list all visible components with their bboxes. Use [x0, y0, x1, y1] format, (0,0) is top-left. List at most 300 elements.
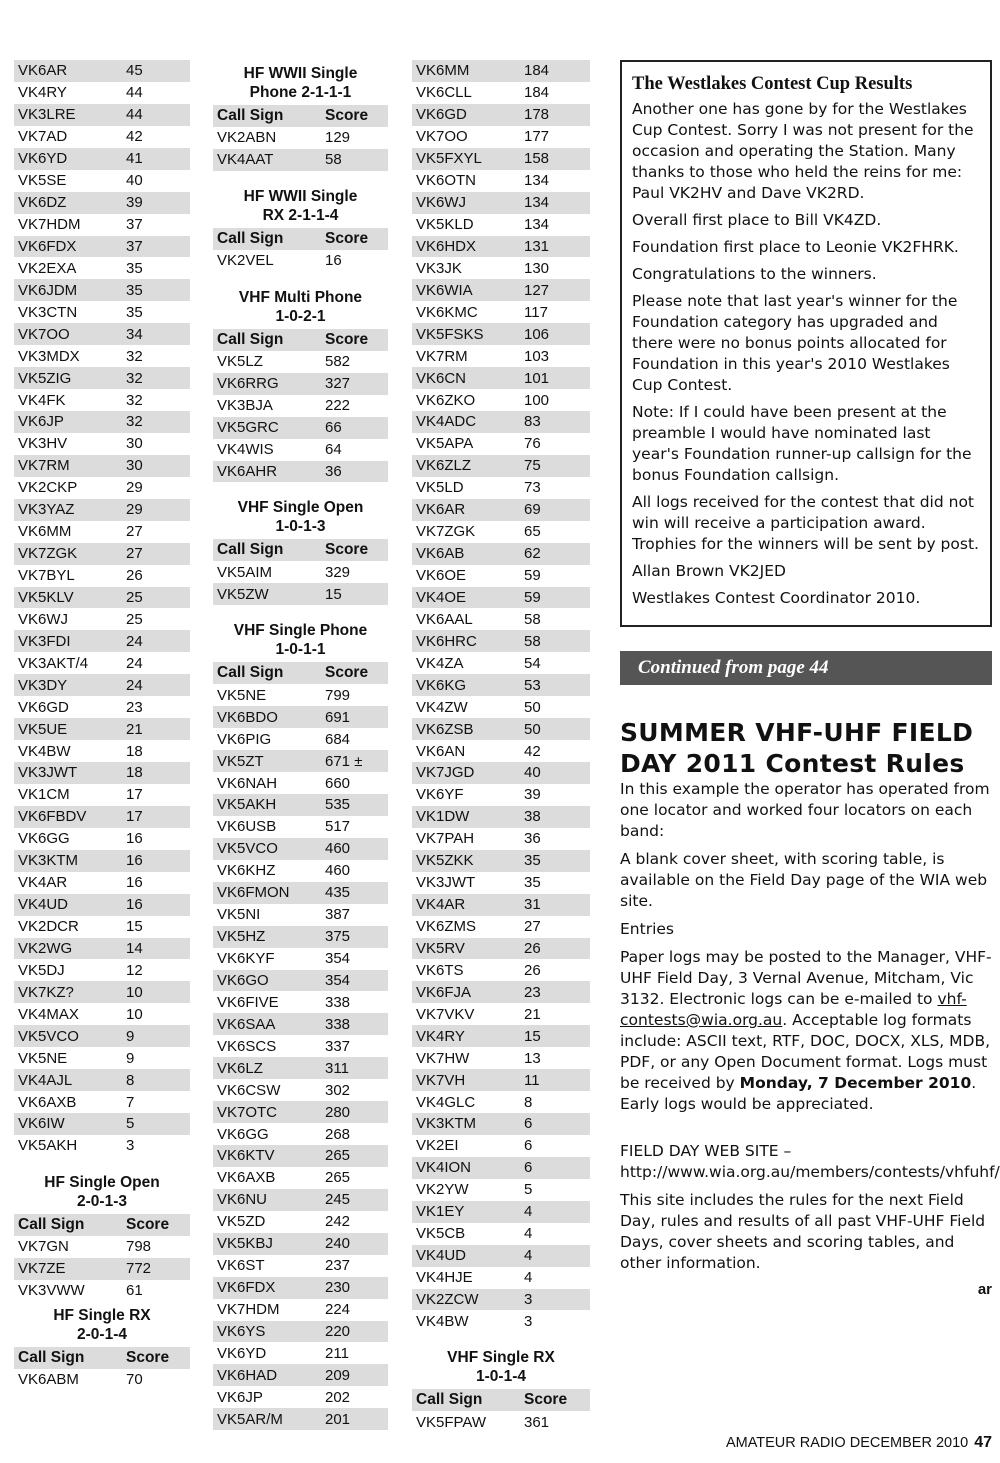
call-sign: VK3CTN — [18, 303, 78, 321]
call-sign: VK6YD — [217, 1344, 267, 1362]
table-row — [412, 170, 590, 192]
score: 50 — [524, 698, 541, 716]
section-hf-wwii-phone — [213, 60, 388, 171]
header-score: Score — [325, 330, 369, 348]
score: 24 — [126, 676, 143, 694]
table-row — [14, 367, 190, 389]
call-sign: VK5KLV — [18, 588, 74, 606]
table-row — [14, 850, 190, 872]
table-row — [412, 301, 590, 323]
score: 16 — [126, 830, 143, 848]
table-row — [213, 1233, 388, 1255]
score: 42 — [126, 128, 143, 146]
table-row — [213, 439, 388, 461]
section-code: 1-0-1-1 — [275, 641, 326, 659]
score: 17 — [126, 786, 143, 804]
section-title-line: HF Single RX — [53, 1306, 151, 1324]
table-row — [412, 499, 590, 521]
score: 21 — [126, 720, 143, 738]
score: 83 — [524, 413, 541, 431]
score: 535 — [325, 796, 351, 814]
score: 70 — [126, 1371, 143, 1389]
table-row — [412, 1310, 590, 1332]
call-sign: VK4RY — [416, 1027, 465, 1045]
call-sign: VK2YW — [416, 1181, 469, 1199]
call-sign: VK5AKH — [18, 1137, 78, 1155]
call-sign: VK6NAH — [217, 774, 278, 792]
email-link[interactable]: vhf-contests@wia.org.au — [620, 990, 967, 1029]
table-row — [14, 1047, 190, 1069]
table-row — [213, 250, 388, 272]
call-sign: VK6JP — [18, 413, 64, 431]
score: 40 — [126, 172, 143, 190]
call-sign: VK7VH — [416, 1071, 466, 1089]
score: 58 — [325, 151, 342, 169]
call-sign: VK2ABN — [217, 129, 277, 147]
call-sign: VK6AXB — [217, 1169, 276, 1187]
table-row — [412, 587, 590, 609]
score: 100 — [524, 391, 550, 409]
table-row — [14, 1236, 190, 1258]
header-score: Score — [325, 229, 369, 247]
call-sign: VK4UD — [18, 896, 69, 914]
call-sign: VK2WG — [18, 939, 73, 957]
score: 61 — [126, 1282, 143, 1300]
score: 202 — [325, 1388, 351, 1406]
table-row — [14, 82, 190, 104]
call-sign: VK6IW — [18, 1115, 65, 1133]
call-sign: VK6AB — [416, 545, 465, 563]
table-row — [213, 991, 388, 1013]
score: 211 — [325, 1344, 349, 1362]
table-row — [213, 1321, 388, 1343]
score: 798 — [126, 1238, 152, 1256]
score: 24 — [126, 654, 143, 672]
score: 44 — [126, 106, 143, 124]
call-sign: VK2EI — [416, 1137, 459, 1155]
section-vhf-single-rx — [412, 1344, 590, 1433]
score: 671 ± — [325, 752, 363, 770]
table-row — [412, 543, 590, 565]
table-row — [14, 170, 190, 192]
score: 59 — [524, 588, 541, 606]
call-sign: VK4HJE — [416, 1269, 473, 1287]
score: 35 — [126, 259, 143, 277]
score: 224 — [325, 1301, 351, 1319]
call-sign: VK7PAH — [416, 830, 475, 848]
table-row — [14, 784, 190, 806]
section-title — [213, 60, 388, 105]
table-row — [213, 904, 388, 926]
table-row — [213, 706, 388, 728]
call-sign: VK4AR — [18, 874, 68, 892]
call-sign: VK6TS — [416, 961, 464, 979]
score: 361 — [524, 1413, 550, 1431]
score: 41 — [126, 150, 143, 168]
score: 435 — [325, 884, 351, 902]
score: 222 — [325, 397, 351, 415]
call-sign: VK6MM — [18, 523, 72, 541]
box-paragraph: Allan Brown VK2JED — [632, 562, 786, 580]
table-row — [213, 1189, 388, 1211]
score: 337 — [325, 1037, 351, 1055]
score: 582 — [325, 353, 351, 371]
call-sign: VK6AAL — [416, 610, 473, 628]
section-title-line: HF WWII Single — [243, 65, 358, 82]
box-paragraph: Please note that last year's winner for the Foundation category has upgraded and there were no bonus points allocated for Foundation in this year's 2010 Westlakes Cup Contest. — [632, 292, 958, 394]
table-row — [14, 740, 190, 762]
score: 26 — [524, 961, 541, 979]
table-header — [213, 539, 388, 561]
score: 5 — [126, 1115, 135, 1133]
score: 24 — [126, 632, 143, 650]
call-sign: VK6ZKO — [416, 391, 476, 409]
table-row — [412, 1069, 590, 1091]
table-row — [14, 696, 190, 718]
call-sign: VK1EY — [416, 1203, 465, 1221]
table-row — [213, 1123, 388, 1145]
score: 129 — [325, 129, 351, 147]
score: 134 — [524, 216, 550, 234]
score: 27 — [126, 523, 143, 541]
table-row — [412, 279, 590, 301]
score: 34 — [126, 325, 143, 343]
call-sign: VK4FK — [18, 391, 66, 409]
score: 799 — [325, 686, 351, 704]
westlakes-results-box — [620, 60, 992, 627]
score: 18 — [126, 742, 143, 760]
header-call-sign: Call Sign — [18, 1348, 85, 1366]
table-row — [14, 279, 190, 301]
call-sign: VK6LZ — [217, 1059, 263, 1077]
table-row — [14, 389, 190, 411]
call-sign: VK6CN — [416, 369, 467, 387]
call-sign: VK6AHR — [217, 462, 278, 480]
score: 3 — [524, 1312, 533, 1330]
score: 329 — [325, 563, 351, 581]
call-sign: VK6MM — [416, 62, 470, 80]
table-row — [14, 104, 190, 126]
call-sign: VK6FMON — [217, 884, 290, 902]
call-sign: VK7HDM — [217, 1301, 280, 1319]
call-sign: VK4ION — [416, 1159, 472, 1177]
section-code: 2-0-1-3 — [77, 1192, 127, 1210]
call-sign: VK7AD — [18, 128, 68, 146]
table-row — [14, 1003, 190, 1025]
call-sign: VK2ZCW — [416, 1290, 479, 1308]
call-sign: VK6OE — [416, 567, 467, 585]
call-sign: VK3JWT — [18, 764, 78, 782]
section-title — [213, 617, 388, 662]
table-row — [412, 521, 590, 543]
section-vhf-multi-phone — [213, 284, 388, 483]
score: 17 — [126, 808, 143, 826]
table-row — [213, 684, 388, 706]
footer-text: AMATEUR RADIO DECEMBER 2010 — [725, 1435, 969, 1451]
call-sign: VK6ABM — [18, 1371, 79, 1389]
paragraph-entries-heading: Entries — [620, 920, 674, 938]
table-row — [14, 323, 190, 345]
table-header — [213, 329, 388, 351]
call-sign: VK5LD — [416, 479, 464, 497]
call-sign: VK5VCO — [217, 840, 278, 858]
table-row — [213, 395, 388, 417]
call-sign: VK6CSW — [217, 1081, 281, 1099]
table-row — [14, 455, 190, 477]
table-row — [14, 257, 190, 279]
table-row — [14, 433, 190, 455]
score: 45 — [126, 62, 143, 80]
score: 15 — [126, 918, 143, 936]
score: 338 — [325, 1015, 351, 1033]
table-row — [213, 1145, 388, 1167]
score: 177 — [524, 128, 550, 146]
table-row — [412, 784, 590, 806]
call-sign: VK6WJ — [18, 610, 69, 628]
section-code: 1-0-1-4 — [476, 1368, 526, 1386]
table-row — [14, 872, 190, 894]
header-call-sign: Call Sign — [217, 541, 284, 559]
table-row — [213, 1057, 388, 1079]
table-row — [213, 750, 388, 772]
call-sign: VK6KHZ — [217, 862, 276, 880]
table-row — [14, 828, 190, 850]
section-vhf-single-open — [213, 494, 388, 605]
score: 327 — [325, 375, 351, 393]
score: 18 — [126, 764, 143, 782]
table-row — [14, 1113, 190, 1135]
table-header — [213, 228, 388, 250]
call-sign: VK6GD — [416, 106, 467, 124]
score: 69 — [524, 501, 541, 519]
score: 117 — [524, 303, 548, 321]
table-row — [412, 872, 590, 894]
table-row — [14, 1135, 190, 1157]
score: 66 — [325, 419, 342, 437]
table-row — [412, 104, 590, 126]
call-sign: VK5NE — [217, 686, 267, 704]
score: 10 — [126, 983, 143, 1001]
table-row — [14, 1091, 190, 1113]
score: 517 — [325, 818, 351, 836]
table-row — [412, 608, 590, 630]
score: 44 — [126, 84, 143, 102]
score: 37 — [126, 216, 143, 234]
score: 15 — [524, 1027, 541, 1045]
score: 16 — [126, 852, 143, 870]
score: 39 — [126, 194, 143, 212]
column-1 — [14, 60, 190, 1391]
score: 4 — [524, 1203, 533, 1221]
score: 354 — [325, 950, 351, 968]
table-row — [412, 1245, 590, 1267]
table-row — [213, 970, 388, 992]
table-row — [213, 1211, 388, 1233]
score: 29 — [126, 479, 143, 497]
table-header — [213, 105, 388, 127]
score: 101 — [524, 369, 550, 387]
table-row — [14, 674, 190, 696]
call-sign: VK5ZIG — [18, 369, 72, 387]
table-row — [412, 1411, 590, 1433]
score: 311 — [325, 1059, 349, 1077]
call-sign: VK6AR — [416, 501, 466, 519]
call-sign: VK6HDX — [416, 237, 477, 255]
score: 16 — [126, 896, 143, 914]
section-hf-wwii-rx — [213, 183, 388, 272]
table-row — [213, 461, 388, 483]
score: 103 — [524, 347, 550, 365]
header-score: Score — [126, 1215, 170, 1233]
table-row — [412, 345, 590, 367]
call-sign: VK4ZA — [416, 654, 464, 672]
score: 25 — [126, 588, 143, 606]
score: 26 — [126, 567, 143, 585]
header-score: Score — [325, 541, 369, 559]
box-paragraph: Another one has gone by for the Westlakes Cup Contest. Sorry I was not present for the occasion and operating the Station. Many thanks to those who held the reins for me: Paul VK2HV and Dave VK2RD. — [632, 100, 974, 202]
box-paragraph: Overall first place to Bill VK4ZD. — [632, 211, 882, 229]
call-sign: VK6YS — [217, 1322, 266, 1340]
call-sign: VK5ZW — [217, 585, 269, 603]
call-sign: VK7ZGK — [416, 523, 476, 541]
table-row — [14, 345, 190, 367]
header-call-sign: Call Sign — [217, 664, 284, 682]
score: 23 — [126, 698, 143, 716]
section-code: 2-0-1-4 — [77, 1325, 127, 1343]
score: 387 — [325, 906, 351, 924]
call-sign: VK3JK — [416, 259, 462, 277]
call-sign: VK6RRG — [217, 375, 279, 393]
call-sign: VK6GD — [18, 698, 69, 716]
call-sign: VK6AXB — [18, 1093, 77, 1111]
call-sign: VK6FDX — [217, 1279, 276, 1297]
call-sign: VK4AAT — [217, 151, 274, 169]
table-row — [412, 433, 590, 455]
table-row — [412, 257, 590, 279]
call-sign: VK7RM — [416, 347, 468, 365]
table-row — [213, 948, 388, 970]
call-sign: VK5AR/M — [217, 1410, 283, 1428]
call-sign: VK6GG — [18, 830, 70, 848]
call-sign: VK6ZSB — [416, 720, 474, 738]
call-sign: VK5FSKS — [416, 325, 484, 343]
call-sign: VK5FPAW — [416, 1413, 487, 1431]
continued-banner: Continued from page 44 — [620, 651, 992, 685]
score: 3 — [126, 1137, 135, 1155]
call-sign: VK6GG — [217, 1125, 269, 1143]
score: 460 — [325, 840, 351, 858]
paragraph-example: In this example the operator has operated from one locator and worked four locators on each band: — [620, 780, 990, 840]
table-row — [14, 587, 190, 609]
table-row — [213, 1342, 388, 1364]
table-row — [14, 762, 190, 784]
table-row — [14, 718, 190, 740]
score: 42 — [524, 742, 541, 760]
table-row — [213, 127, 388, 149]
call-sign: VK6WIA — [416, 281, 473, 299]
table-row — [412, 1267, 590, 1289]
header-call-sign: Call Sign — [217, 330, 284, 348]
table-row — [14, 959, 190, 981]
table-row — [412, 652, 590, 674]
table-row — [14, 938, 190, 960]
table-row — [412, 455, 590, 477]
call-sign: VK7KZ? — [18, 983, 74, 1001]
table-row — [14, 565, 190, 587]
table-row — [412, 916, 590, 938]
section-title — [213, 183, 388, 228]
score: 76 — [524, 435, 541, 453]
header-score: Score — [325, 664, 369, 682]
table-row — [213, 1035, 388, 1057]
call-sign: VK4MAX — [18, 1005, 79, 1023]
score: 64 — [325, 441, 342, 459]
column-4 — [620, 60, 1000, 1298]
section-title-line: HF WWII Single — [243, 187, 358, 205]
table-row — [213, 838, 388, 860]
score: 54 — [524, 654, 541, 672]
score: 58 — [524, 632, 541, 650]
table-row — [412, 126, 590, 148]
call-sign: VK5AKH — [217, 796, 277, 814]
box-paragraphs — [632, 99, 980, 609]
table-row — [412, 192, 590, 214]
table-row — [412, 1135, 590, 1157]
score: 31 — [524, 896, 541, 914]
call-sign: VK3BJA — [217, 397, 273, 415]
table-row — [14, 236, 190, 258]
header-call-sign: Call Sign — [18, 1215, 85, 1233]
table-row — [213, 561, 388, 583]
call-sign: VK6KMC — [416, 303, 478, 321]
table-row — [412, 740, 590, 762]
score: 6 — [524, 1159, 533, 1177]
score: 6 — [524, 1137, 533, 1155]
table-row — [14, 652, 190, 674]
score: 7 — [126, 1093, 135, 1111]
table-header — [14, 1347, 190, 1369]
table-row — [213, 1013, 388, 1035]
table-row — [412, 82, 590, 104]
table-row — [213, 772, 388, 794]
call-sign: VK3KTM — [18, 852, 79, 870]
score: 40 — [524, 764, 541, 782]
paragraph-website: FIELD DAY WEB SITE – http://www.wia.org.au/members/contests/vhfuhf/ — [620, 1142, 1000, 1181]
table-row — [213, 794, 388, 816]
score: 14 — [126, 939, 143, 957]
table-row — [14, 1280, 190, 1302]
score: 691 — [325, 708, 351, 726]
score: 13 — [524, 1049, 541, 1067]
score: 8 — [524, 1093, 533, 1111]
score: 35 — [126, 281, 143, 299]
call-sign: VK3HV — [18, 435, 68, 453]
table-row — [412, 1113, 590, 1135]
section-title-line: VHF Single Open — [237, 499, 364, 517]
table-row — [14, 192, 190, 214]
call-sign: VK7OO — [416, 128, 468, 146]
call-sign: VK3VWW — [18, 1282, 85, 1300]
score: 280 — [325, 1103, 351, 1121]
score: 58 — [524, 610, 541, 628]
header-score: Score — [126, 1348, 170, 1366]
table-row — [213, 882, 388, 904]
table-row — [213, 1277, 388, 1299]
score: 8 — [126, 1071, 135, 1089]
table-row — [412, 959, 590, 981]
score: 16 — [325, 252, 342, 270]
call-sign: VK6FBDV — [18, 808, 87, 826]
